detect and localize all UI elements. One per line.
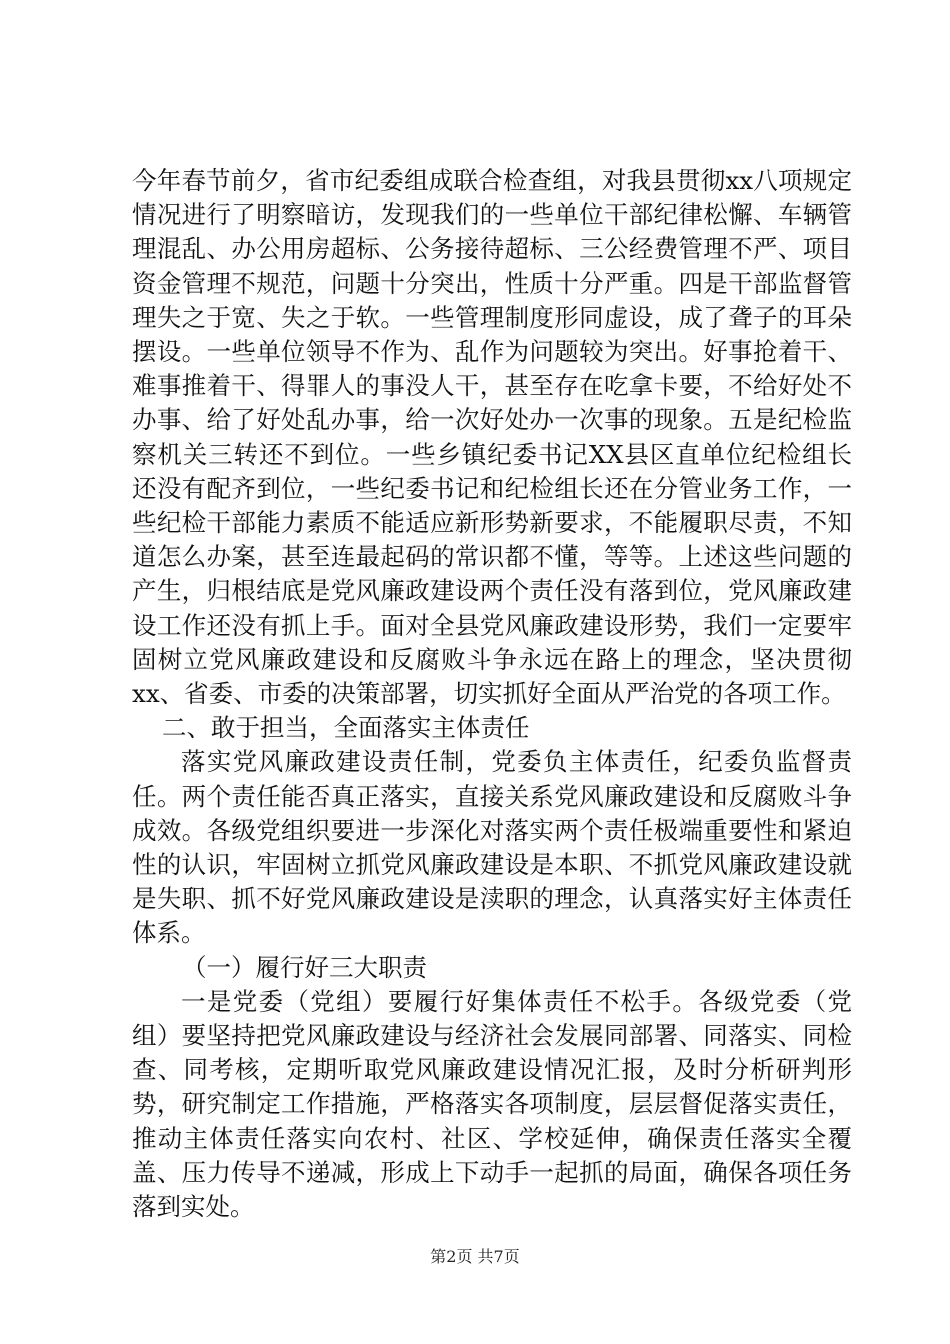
body-paragraph-continued: 今年春节前夕，省市纪委组成联合检查组，对我县贯彻xx八项规定情况进行了明察暗访，发现我们的一些单位干部纪律松懈、车辆管理混乱、办公用房超标、公务接待超标、三公经费管理不严、项目资金管理不规范，问题十分突出，性质十分严重。四是干部监督管理失之于宽、失之于软。一些管理制度形同虚设，成了聋子的耳朵摆设。一些单位领导不作为、乱作为问题较为突出。好事抢着干、难事推着干、得罪人的事没人干，甚至存在吃拿卡要，不给好处不办事、给了好处乱办事，给一次好处办一次事的现象。五是纪检监察机关三转还不到位。一些乡镇纪委书记XX县区直单位纪检组长还没有配齐到位，一些纪委书记和纪检组长还在分管业务工作，一些纪检干部能力素质不能适应新形势新要求，不能履职尽责，不知道怎么办案，甚至连最起码的常识都不懂，等等。上述这些问题的产生，归根结底是党风廉政建设两个责任没有落到位，党风廉政建设工作还没有抓上手。面对全县党风廉政建设形势，我们一定要牢固树立党风廉政建设和反腐败斗争永远在路上的理念，坚决贯彻xx、省委、市委的决策部署，切实抓好全面从严治党的各项工作。 [132, 166, 852, 709]
subsection-heading: （一）履行好三大职责 [182, 952, 427, 982]
document-body [132, 164, 852, 1224]
section-heading: 二、敢于担当，全面落实主体责任 [162, 713, 530, 743]
body-paragraph: 落实党风廉政建设责任制，党委负主体责任，纪委负监督责任。两个责任能否真正落实，直接关系党风廉政建设和反腐败斗争成效。各级党组织要进一步深化对落实两个责任极端重要性和紧迫性的认识，牢固树立抓党风廉政建设是本职、不抓党风廉政建设就是失职、抓不好党风廉政建设是渎职的理念，认真落实好主体责任体系。 [132, 747, 852, 948]
page-number-footer: 第2页 共7页 [430, 1247, 520, 1266]
body-paragraph: 一是党委（党组）要履行好集体责任不松手。各级党委（党组）要坚持把党风廉政建设与经济社会发展同部署、同落实、同检查、同考核，定期听取党风廉政建设情况汇报，及时分析研判形势，研究制定工作措施，严格落实各项制度，层层督促落实责任，推动主体责任落实向农村、社区、学校延伸，确保责任落实全覆盖、压力传导不递减，形成上下动手一起抓的局面，确保各项任务落到实处。 [132, 986, 852, 1222]
